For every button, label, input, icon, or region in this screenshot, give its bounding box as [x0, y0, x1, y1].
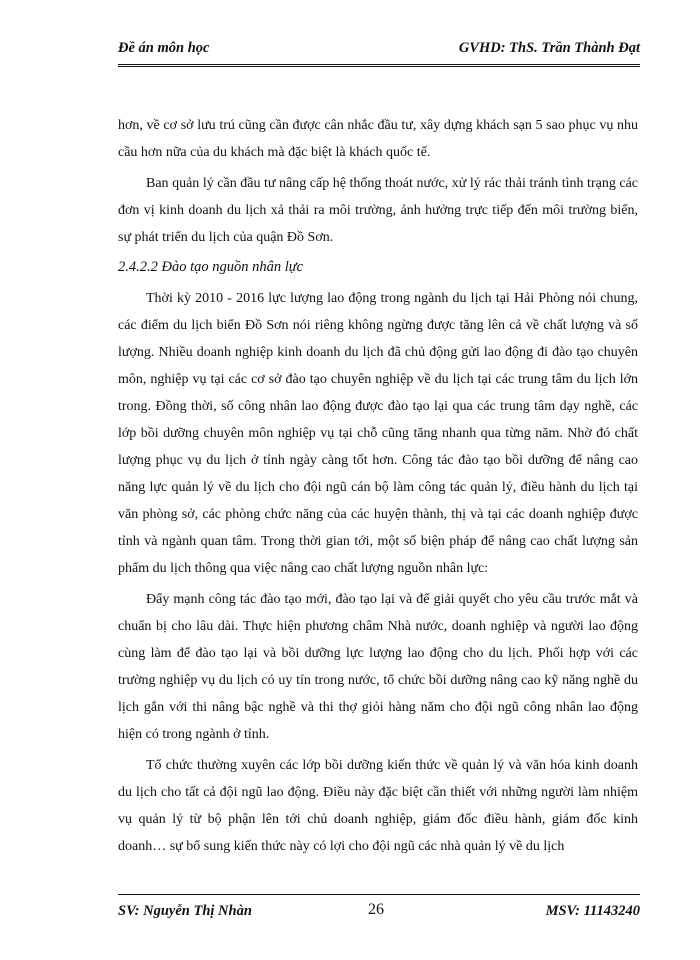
- document-body: [118, 112, 638, 860]
- paragraph-drainage: Ban quản lý cần đầu tư nâng cấp hệ thống thoát nước, xử lý rác thải tránh tình trạng các đơn vị kinh doanh du lịch xả thải ra môi trường, ảnh hưởng trực tiếp đến môi trường biển, sự phát triển du lịch của quận Đồ Sơn.: [118, 176, 638, 245]
- page-footer: [118, 894, 640, 925]
- paragraph-accommodation: hơn, về cơ sở lưu trú cũng cần được cân nhắc đầu tư, xây dựng khách sạn 5 sao phục vụ nhu cầu hơn nữa của du khách mà đặc biệt là khách quốc tế.: [118, 118, 638, 160]
- footer-student-id: MSV: 11143240: [545, 903, 640, 919]
- paragraph-courses: Tổ chức thường xuyên các lớp bồi dưỡng kiến thức về quản lý và văn hóa kinh doanh du lịch cho tất cả đội ngũ lao động. Điều này đặc biệt cần thiết với những người làm nhiệm vụ quản lý từ bộ phận lên tới chủ doanh nghiệp, giám đốc điều hành, giám đốc kinh doanh… sự bổ sung kiến thức này có lợi cho đội ngũ các nhà quản lý về du lịch: [118, 758, 638, 854]
- footer-student-name: SV: Nguyễn Thị Nhàn: [118, 903, 252, 919]
- paragraph-training: Đẩy mạnh công tác đào tạo mới, đào tạo lại và để giải quyết cho yêu cầu trước mắt và chuẩn bị cho lâu dài. Thực hiện phương châm Nhà nước, doanh nghiệp và người lao động cùng làm để đào tạo lại và bồi dưỡng lực lượng lao động cho du lịch. Phối hợp với các trường nghiệp vụ du lịch có uy tín trong nước, tổ chức bồi dưỡng nâng cao kỹ năng nghề du lịch gắn với thi nâng bậc nghề và thi thợ giỏi hàng năm cho đội ngũ công nhân lao động hiện có trong ngành ở tỉnh.: [118, 592, 638, 742]
- header-course-title: Đề án môn học: [118, 40, 210, 56]
- section-heading: 2.4.2.2 Đào tạo nguồn nhân lực: [118, 259, 304, 275]
- header-supervisor: GVHD: ThS. Trần Thành Đạt: [458, 40, 640, 56]
- page-header: [118, 38, 640, 67]
- page-number: 26: [368, 901, 384, 918]
- paragraph-workforce: Thời kỳ 2010 - 2016 lực lượng lao động trong ngành du lịch tại Hải Phòng nói chung, các điểm du lịch biển Đồ Sơn nói riêng không ngừng được tăng lên cả về chất lượng và số lượng. Nhiều doanh nghiệp kinh doanh du lịch đã chủ động gửi lao động đi đào tạo chuyên môn, nghiệp vụ tại các cơ sở đào tạo chuyên nghiệp về du lịch tại các trung tâm du lịch lớn trong. Đồng thời, số công nhân lao động được đào tạo lại qua các trung tâm dạy nghề, các lớp bồi dưỡng chuyên môn nghiệp vụ tại chỗ cũng tăng nhanh qua từng năm. Nhờ đó chất lượng phục vụ du lịch ở tỉnh ngày càng tốt hơn. Công tác đào tạo bồi dưỡng để nâng cao năng lực quản lý về du lịch cho đội ngũ cán bộ làm công tác quản lý, điều hành du lịch tại văn phòng sở, các phòng chức năng của các huyện thành, thị và tại các doanh nghiệp được tỉnh và ngành quan tâm. Trong thời gian tới, một số biện pháp để nâng cao chất lượng sản phẩm du lịch thông qua việc nâng cao chất lượng nguồn nhân lực:: [118, 291, 638, 576]
